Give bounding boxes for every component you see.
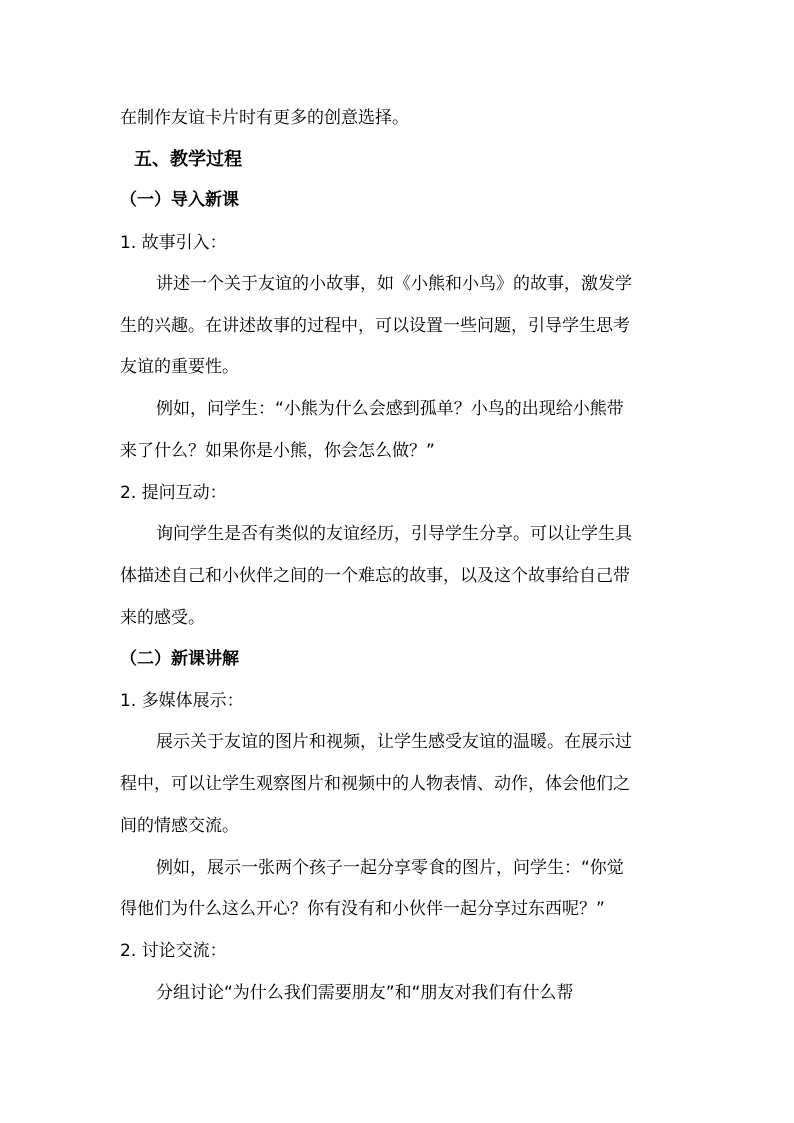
paragraph-line: 体描述自己和小伙伴之间的一个难忘的故事，以及这个故事给自己带 xyxy=(120,566,630,586)
list-item-heading: 2. 讨论交流： xyxy=(120,941,227,961)
list-item-heading: 1. 多媒体展示： xyxy=(120,691,244,711)
paragraph-line: 得他们为什么这么开心？你有没有和小伙伴一起分享过东西呢？” xyxy=(120,899,605,919)
subsection-heading: （一）导入新课 xyxy=(120,190,239,210)
list-item-heading: 1. 故事引入： xyxy=(120,233,227,253)
list-item-heading: 2. 提问互动： xyxy=(120,483,227,503)
paragraph-line: 在制作友谊卡片时有更多的创意选择。 xyxy=(120,108,409,128)
paragraph-line: 询问学生是否有类似的友谊经历，引导学生分享。可以让学生具 xyxy=(156,524,632,544)
paragraph-line: 展示关于友谊的图片和视频，让学生感受友谊的温暖。在展示过 xyxy=(156,732,632,752)
paragraph-line: 例如，展示一张两个孩子一起分享零食的图片，问学生：“你觉 xyxy=(156,858,624,878)
paragraph-line: 间的情感交流。 xyxy=(120,816,239,836)
paragraph-line: 生的兴趣。在讲述故事的过程中，可以设置一些问题，引导学生思考 xyxy=(120,316,630,336)
paragraph-line: 来的感受。 xyxy=(120,608,205,628)
paragraph-line: 分组讨论“为什么我们需要朋友”和“朋友对我们有什么帮 xyxy=(156,983,574,1003)
paragraph-line: 友谊的重要性。 xyxy=(120,357,239,377)
section-heading: 五、教学过程 xyxy=(134,149,242,170)
subsection-heading: （二）新课讲解 xyxy=(120,649,239,669)
paragraph-line: 例如，问学生：“小熊为什么会感到孤单？小鸟的出现给小熊带 xyxy=(156,399,624,419)
paragraph-line: 程中，可以让学生观察图片和视频中的人物表情、动作，体会他们之 xyxy=(120,774,630,794)
paragraph-line: 讲述一个关于友谊的小故事，如《小熊和小鸟》的故事，激发学 xyxy=(156,274,632,294)
paragraph-line: 来了什么？如果你是小熊，你会怎么做？” xyxy=(120,441,435,461)
